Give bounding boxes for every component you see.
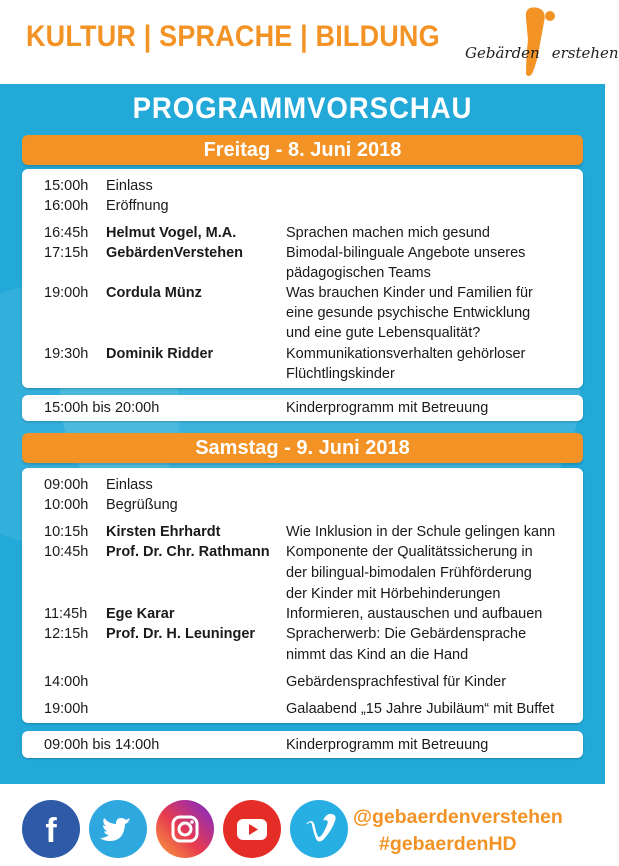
- talk-title: Bimodal-bilinguale Angebote unseres: [286, 245, 526, 261]
- talk-title: Sprachen machen mich gesund: [286, 225, 490, 241]
- logo-hand-mark: [462, 4, 602, 80]
- schedule-time: 10:45h: [44, 544, 89, 560]
- kids-program-time: 15:00h bis 20:00h: [44, 400, 160, 416]
- speaker-name: Dominik Ridder: [106, 346, 214, 362]
- kids-program-desc: Kinderprogramm mit Betreuung: [286, 737, 489, 753]
- speaker-name: GebärdenVerstehen: [106, 245, 243, 261]
- talk-title: Wie Inklusion in der Schule gelingen kann: [286, 524, 556, 540]
- kids-program-desc: Kinderprogramm mit Betreuung: [286, 400, 489, 416]
- kids-program-friday: [22, 395, 583, 421]
- speaker-name: Ege Karar: [106, 606, 175, 622]
- schedule-time: 09:00h: [44, 477, 89, 493]
- schedule-box-saturday: [22, 468, 583, 723]
- talk-title: Komponente der Qualitätssicherung in: [286, 544, 533, 560]
- svg-text:f: f: [45, 812, 57, 850]
- speaker-name: Kirsten Ehrhardt: [106, 524, 221, 540]
- youtube-icon[interactable]: [223, 800, 281, 858]
- social-hashtag[interactable]: #gebaerdenHD: [379, 833, 517, 855]
- talk-title: und eine gute Lebensqualität?: [286, 325, 481, 341]
- speaker-name: Helmut Vogel, M.A.: [106, 225, 237, 241]
- schedule-time: 19:00h: [44, 285, 89, 301]
- schedule-time: 12:15h: [44, 626, 89, 642]
- speaker-name: Prof. Dr. Chr. Rathmann: [106, 544, 270, 560]
- schedule-time: 19:00h: [44, 701, 89, 717]
- kids-program-time: 09:00h bis 14:00h: [44, 737, 160, 753]
- social-handle[interactable]: @gebaerdenverstehen: [353, 806, 563, 828]
- schedule-time: 14:00h: [44, 674, 89, 690]
- talk-title: Gebärdensprachfestival für Kinder: [286, 674, 507, 690]
- day-heading-friday: Freitag - 8. Juni 2018: [22, 135, 583, 165]
- schedule-time: 17:15h: [44, 245, 89, 261]
- header: [0, 0, 619, 84]
- schedule-event: Begrüßung: [106, 497, 178, 513]
- schedule-time: 16:45h: [44, 225, 89, 241]
- talk-title: Kommunikationsverhalten gehörloser: [286, 346, 526, 362]
- twitter-icon[interactable]: [89, 800, 147, 858]
- talk-title: Flüchtlingskinder: [286, 366, 395, 382]
- speaker-name: Prof. Dr. H. Leuninger: [106, 626, 256, 642]
- talk-title: Galaabend „15 Jahre Jubiläum“ mit Buffet: [286, 701, 555, 717]
- speaker-name: Cordula Münz: [106, 285, 202, 301]
- vimeo-icon[interactable]: [290, 800, 348, 858]
- talk-title: eine gesunde psychische Entwicklung: [286, 305, 531, 321]
- schedule-time: 10:00h: [44, 497, 89, 513]
- talk-title: nimmt das Kind an die Hand: [286, 647, 469, 663]
- schedule-time: 10:15h: [44, 524, 89, 540]
- tagline: KULTUR | SPRACHE | BILDUNG: [26, 20, 440, 53]
- schedule-event: Einlass: [106, 477, 153, 493]
- talk-title: Informieren, austauschen und aufbauen: [286, 606, 543, 622]
- schedule-time: 11:45h: [44, 606, 88, 622]
- schedule-event: Einlass: [106, 178, 153, 194]
- schedule-time: 19:30h: [44, 346, 89, 362]
- talk-title: Was brauchen Kinder und Familien für: [286, 285, 533, 301]
- schedule-time: 16:00h: [44, 198, 89, 214]
- facebook-icon[interactable]: [22, 800, 80, 858]
- schedule-event: Eröffnung: [106, 198, 169, 214]
- kids-program-saturday: [22, 731, 583, 758]
- instagram-icon[interactable]: [156, 800, 214, 858]
- talk-title: der Kinder mit Hörbehinderungen: [286, 586, 501, 602]
- schedule-box-friday: [22, 169, 583, 388]
- logo: [462, 4, 619, 80]
- logo-text: Gebärden erstehen: [465, 44, 619, 62]
- talk-title: pädagogischen Teams: [286, 265, 431, 281]
- day-heading-saturday: Samstag - 9. Juni 2018: [22, 433, 583, 463]
- page-title: PROGRAMMVORSCHAU: [132, 92, 473, 125]
- talk-title: Spracherwerb: Die Gebärdensprache: [286, 626, 527, 642]
- schedule-time: 15:00h: [44, 178, 89, 194]
- talk-title: der bilingual-bimodalen Frühförderung: [286, 565, 532, 581]
